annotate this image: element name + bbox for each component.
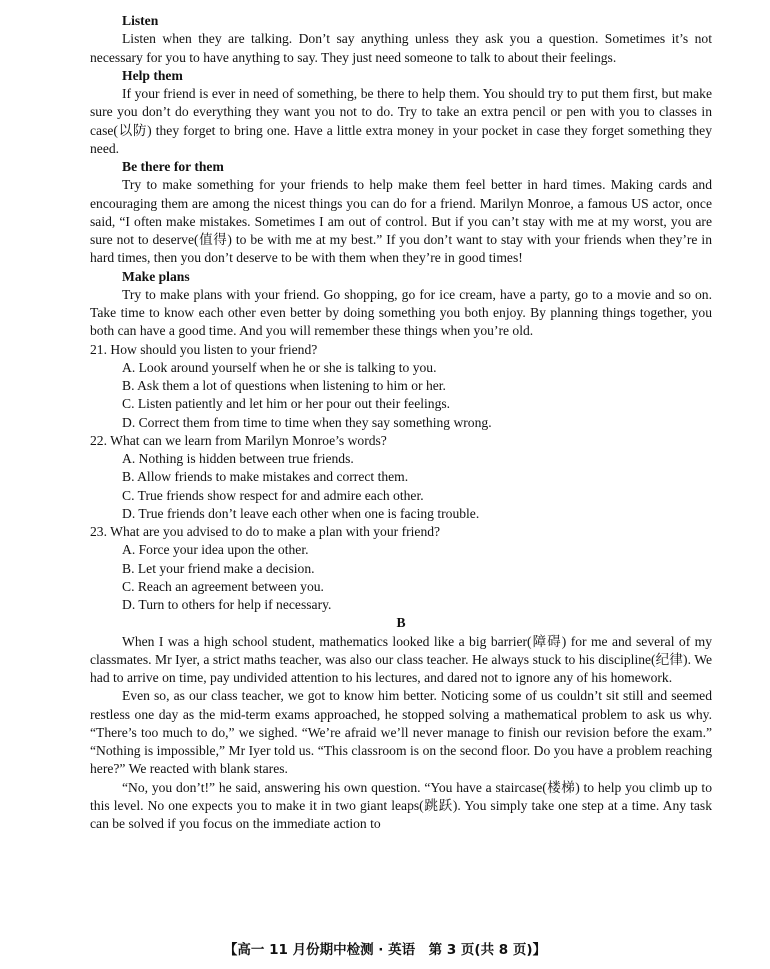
part-b-paragraph: “No, you don’t!” he said, answering his own question. “You have a staircase(楼梯) to help you climb up to this level. No one expects you to make it in two giant leaps(跳跃). You simply take one step at a time. Any task can be solved if you focus on the immediate action to [90,779,712,831]
part-b-paragraph: When I was a high school student, mathematics looked like a big barrier(障碍) for me and several of my classmates. Mr Iyer, a strict maths teacher, was also our class teacher. He always stuck to his discipline(纪律). We had to arrive on time, pay undivided attention to his lectures, and dared not to ignore any of his homework. [90,633,712,685]
option-b: B. Allow friends to make mistakes and correct them. [122,469,409,485]
part-b [90,614,712,833]
option-c: C. Listen patiently and let him or her pour out their feelings. [122,396,451,412]
section-heading: Make plans [122,268,190,284]
section-heading: Help them [122,67,183,83]
section-paragraph: If your friend is ever in need of something, be there to help them. You should try to put them first, but make sure you don’t do everything they want you not to do. Try to take an extra pencil or pen with you to classes in case(以防) they forget to bring one. Have a little extra money in your pocket in case they forget something they need. [90,86,712,156]
option-b: B. Ask them a lot of questions when listening to him or her. [122,378,446,393]
section-help-them [90,67,712,158]
option-d: D. True friends don’t leave each other when one is facing trouble. [122,505,480,521]
section-paragraph: Listen when they are talking. Don’t say anything unless they ask you a question. Sometimes it’s not necessary for you to have anything to say. They just need someone to talk to about their feelings. [90,31,712,65]
question-stem: 23. What are you advised to do to make a plan with your friend? [90,524,441,539]
question-21 [90,341,712,432]
section-heading: Be there for them [122,159,224,174]
option-b: B. Let your friend make a decision. [122,560,315,576]
section-paragraph: Try to make something for your friends to help make them feel better in hard times. Making cards and encouraging them are among the nicest things you can do for a friend. Marilyn Monroe, a famous US actor, once said, “I often make mistakes. Sometimes I am out of control. But if you can’t stay with me at my worst, you are sure not to deserve(值得) to be with me at my best.” If you don’t want to stay with your friends when they’re in hard times, then you don’t deserve to be with them when they’re in good times! [90,177,712,266]
option-c: C. True friends show respect for and admire each other. [122,487,424,503]
question-23 [90,523,712,614]
option-a: A. Nothing is hidden between true friends. [122,451,354,466]
section-heading: Listen [122,13,159,28]
option-c: C. Reach an agreement between you. [122,578,324,594]
question-stem: 22. What can we learn from Marilyn Monroe’s words? [90,432,387,448]
part-b-heading: B [396,615,406,631]
page-footer: 【高一 11 月份期中检测 · 英语 第 3 页(共 8 页)】 [223,942,547,958]
option-a: A. Look around yourself when he or she is talking to you. [122,359,437,375]
section-paragraph: Try to make plans with your friend. Go shopping, go for ice cream, have a party, go to a movie and so on. Take time to know each other even better by doing something you both enjoy. By planning things together, you both can have a good time. And you will remember these things when you’re old. [90,286,712,339]
section-be-there [90,158,712,268]
section-make-plans [90,268,712,341]
option-a: A. Force your idea upon the other. [122,542,309,558]
document-page [90,12,712,833]
question-22 [90,432,712,523]
option-d: D. Turn to others for help if necessary. [122,597,332,612]
part-b-paragraph: Even so, as our class teacher, we got to know him better. Noticing some of us couldn’t sit still and seemed restless one day as the mid-term exams approached, he stopped solving a mathematical problem to ask us why. “There’s too much to do,” we sighed. “We’re afraid we’ll never manage to finish our revision before the exam.” “Nothing is impossible,” Mr Iyer told us. “This classroom is on the second floor. Do you have a problem reaching here?” We reacted with blank stares. [90,688,712,777]
section-listen [90,12,712,67]
question-stem: 21. How should you listen to your friend? [90,341,318,357]
option-d: D. Correct them from time to time when they say something wrong. [122,414,492,430]
